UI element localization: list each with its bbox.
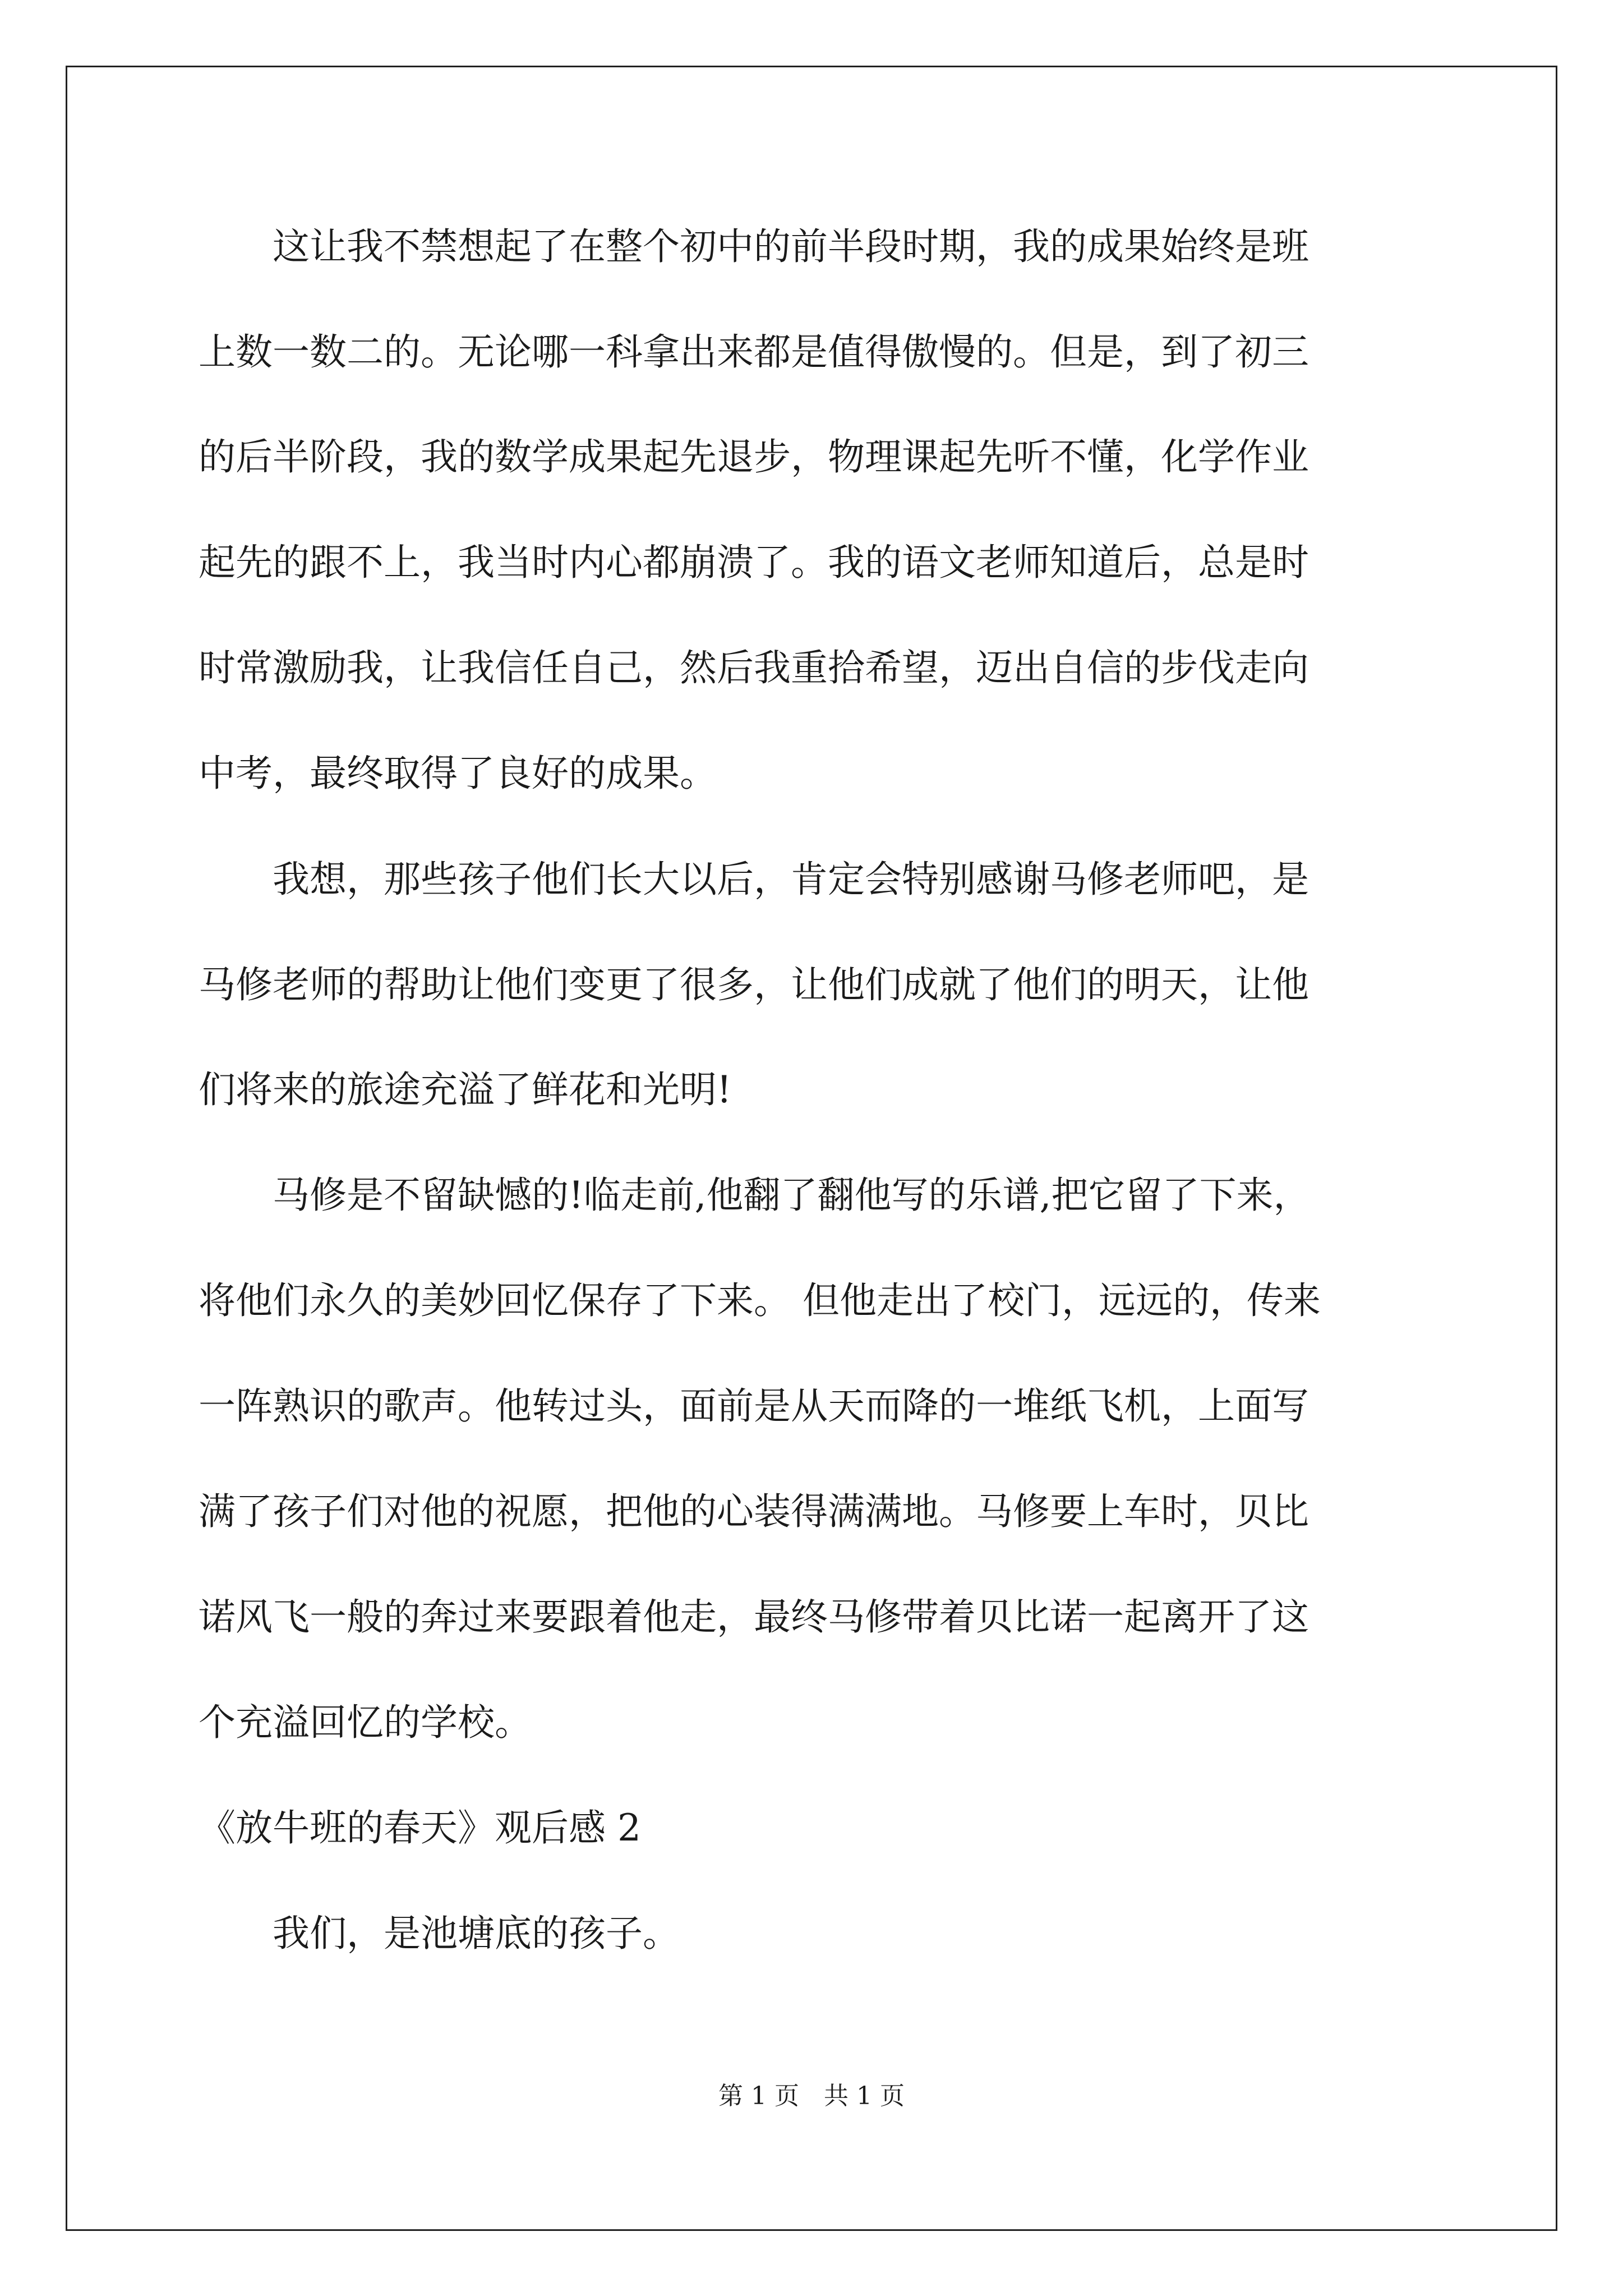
text-line: 中考，最终取得了良好的成果。	[199, 752, 717, 795]
text-line: 诺风飞一般的奔过来要跟着他走，最终马修带着贝比诺一起离开了这	[199, 1595, 1309, 1639]
text-line: 将他们永久的美妙回忆保存了下来。 但他走出了校门，远远的，传来	[199, 1279, 1321, 1322]
text-line: 我们，是池塘底的孩子。	[199, 1912, 680, 1955]
text-line: 马修是不留缺憾的!临走前,他翻了翻他写的乐谱,把它留了下来，	[199, 1174, 1311, 1217]
text-line: 个充溢回忆的学校。	[199, 1701, 532, 1744]
text-line: 马修老师的帮助让他们变更了很多，让他们成就了他们的明天，让他	[199, 963, 1309, 1006]
text-line: 时常激励我，让我信任自己，然后我重拾希望，迈出自信的步伐走向	[199, 646, 1309, 689]
text-line: 的后半阶段，我的数学成果起先退步，物理课起先听不懂，化学作业	[199, 435, 1309, 478]
page-border	[66, 66, 1557, 2231]
text-line: 们将来的旅途充溢了鲜花和光明!	[199, 1068, 732, 1111]
text-line: 我想，那些孩子他们长大以后，肯定会特别感谢马修老师吧，是	[199, 858, 1309, 901]
text-line: 上数一数二的。无论哪一科拿出来都是值得傲慢的。但是，到了初三	[199, 330, 1309, 374]
page-footer: 第 1 页 共 1 页	[718, 2082, 905, 2110]
section-heading: 《放牛班的春天》观后感 2	[199, 1806, 641, 1849]
text-line: 满了孩子们对他的祝愿，把他的心装得满满地。马修要上车时，贝比	[199, 1490, 1309, 1533]
text-line: 起先的跟不上，我当时内心都崩溃了。我的语文老师知道后，总是时	[199, 541, 1309, 584]
text-line: 一阵熟识的歌声。他转过头，面前是从天而降的一堆纸飞机，上面写	[199, 1384, 1309, 1428]
text-line: 这让我不禁想起了在整个初中的前半段时期，我的成果始终是班	[199, 225, 1309, 268]
